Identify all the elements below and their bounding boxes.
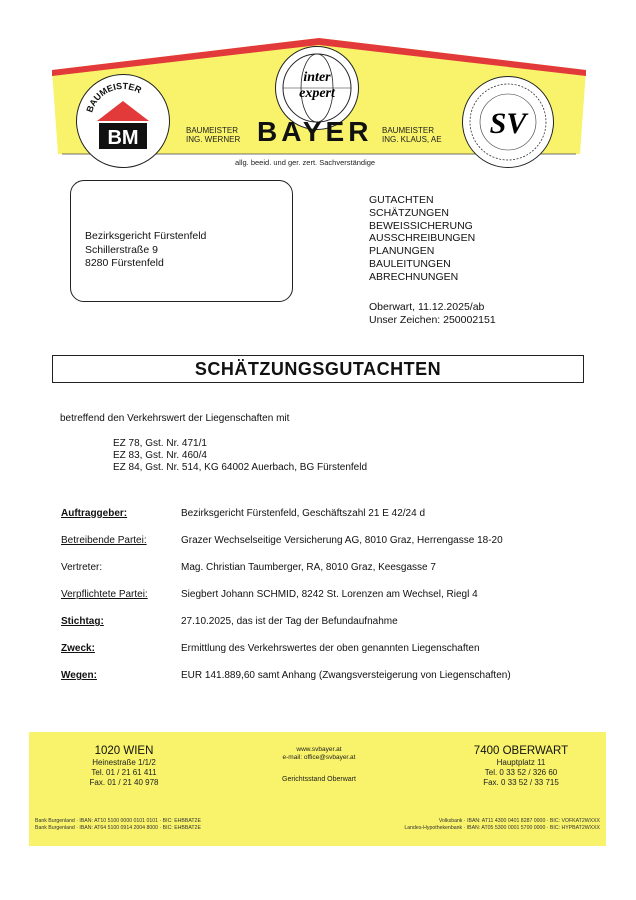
footer-oberwart-street: Hauptplatz 11 [496,758,546,767]
value-stichtag: 27.10.2025, das ist der Tag der Befundaufnahme [181,616,398,627]
services-list [369,194,475,284]
footer-wien-tel: Tel. 01 / 21 61 411 [91,768,157,777]
value-vertreter: Mag. Christian Taumberger, RA, 8010 Graz, Keesgasse 7 [181,562,436,573]
right-engineer-name: BAUMEISTER ING. KLAUS, AE [382,126,442,144]
service-item: PLANUNGEN [369,245,435,258]
value-auftraggeber: Bezirksgericht Fürstenfeld, Geschäftszahl 21 E 42/24 d [181,508,426,519]
label-auftraggeber: Auftraggeber: [61,508,128,519]
recipient-line: 8280 Fürstenfeld [85,257,164,269]
footer [29,732,606,846]
value-zweck: Ermittlung des Verkehrswertes der oben genannten Liegenschaften [181,643,480,654]
label-stichtag: Stichtag: [61,616,104,627]
footer-oberwart-office [451,744,591,788]
recipient-line: Schillerstraße 9 [85,243,158,256]
label-vertreter: Vertreter: [61,562,103,573]
sv-seal-logo [462,76,554,168]
service-item: GUTACHTEN [369,194,434,206]
footer-web: www.svbayer.at [296,746,342,753]
footer-oberwart-city: 7400 OBERWART [473,745,569,757]
ie-logo-line2: expert [299,86,335,101]
ie-logo-line1: inter [303,70,331,85]
sv-logo-mark: SV [489,107,527,140]
value-verpflichtete-partei: Siegbert Johann SCHMID, 8242 St. Lorenzen am Wechsel, Riegl 4 [181,589,478,600]
recipient-address [85,230,206,271]
service-item: AUSSCHREIBUNGEN [369,232,476,245]
footer-bank-left: Bank Burgenland · IBAN: AT10 5100 0000 0101 0101 · BIC: EHBBAT2E Bank Burgenland · IBAN: AT64 5100 0914 2004 8000 · BIC: EHBBAT2E [35,818,201,831]
service-item: ABRECHNUNGEN [369,270,459,283]
footer-wien-office [59,744,189,788]
footer-contact [249,746,389,784]
label-wegen: Wegen: [61,670,97,681]
dateline [369,301,496,327]
label-betreibende-partei: Betreibende Partei: [61,535,147,546]
company-name: BAYER [257,116,373,147]
service-item: BEWEISSICHERUNG [369,219,473,232]
parcel-item: EZ 78, Gst. Nr. 471/1 [113,438,207,449]
bm-logo-mark: BM [107,127,139,149]
label-verpflichtete-partei: Verpflichtete Partei: [61,589,148,600]
service-item: BAULEITUNGEN [369,257,451,270]
parcel-item: EZ 84, Gst. Nr. 514, KG 64002 Auerbach, BG Fürstenfeld [113,462,368,473]
footer-court: Gerichtsstand Oberwart [282,776,356,783]
label-zweck: Zweck: [61,643,95,654]
bm-logo-text: BAUMEISTER [84,80,144,114]
footer-wien-fax: Fax. 01 / 21 40 978 [89,778,159,787]
service-item: SCHÄTZUNGEN [369,206,449,219]
footer-oberwart-fax: Fax. 0 33 52 / 33 715 [483,778,559,787]
title-box [52,355,584,383]
footer-wien-city: 1020 WIEN [94,745,154,757]
left-engineer-name: BAUMEISTER ING. WERNER [186,126,241,144]
place-date: Oberwart, 11.12.2025/ab [369,301,485,313]
value-betreibende-partei: Grazer Wechselseitige Versicherung AG, 8010 Graz, Herrengasse 18-20 [181,535,503,546]
footer-bank-right: Volksbank · IBAN: AT11 4300 0401 8287 0000 · BIC: VOFKAT2WXXX Landes-Hypothekenbank · IBAN: AT05 5300 0001 5700 0000 · BIC: HYPBAT2WXXX [404,818,600,831]
parcel-item: EZ 83, Gst. Nr. 460/4 [113,450,207,461]
parcel-list [113,438,367,474]
baumeister-logo [76,74,170,168]
footer-wien-street: Heinestraße 1/1/2 [92,758,156,767]
document-title: SCHÄTZUNGSGUTACHTEN [194,359,442,379]
letterhead [52,30,586,170]
tagline: allg. beeid. und ger. zert. Sachverständige [235,158,376,167]
reference-number: Unser Zeichen: 250002151 [369,313,496,326]
footer-oberwart-tel: Tel. 0 33 52 / 326 60 [484,768,558,777]
recipient-line: Bezirksgericht Fürstenfeld [85,230,207,242]
footer-email: e-mail: office@svbayer.at [282,754,356,761]
intro-text: betreffend den Verkehrswert der Liegenschaften mit [60,413,290,424]
value-wegen: EUR 141.889,60 samt Anhang (Zwangsversteigerung von Liegenschaften) [181,670,511,681]
